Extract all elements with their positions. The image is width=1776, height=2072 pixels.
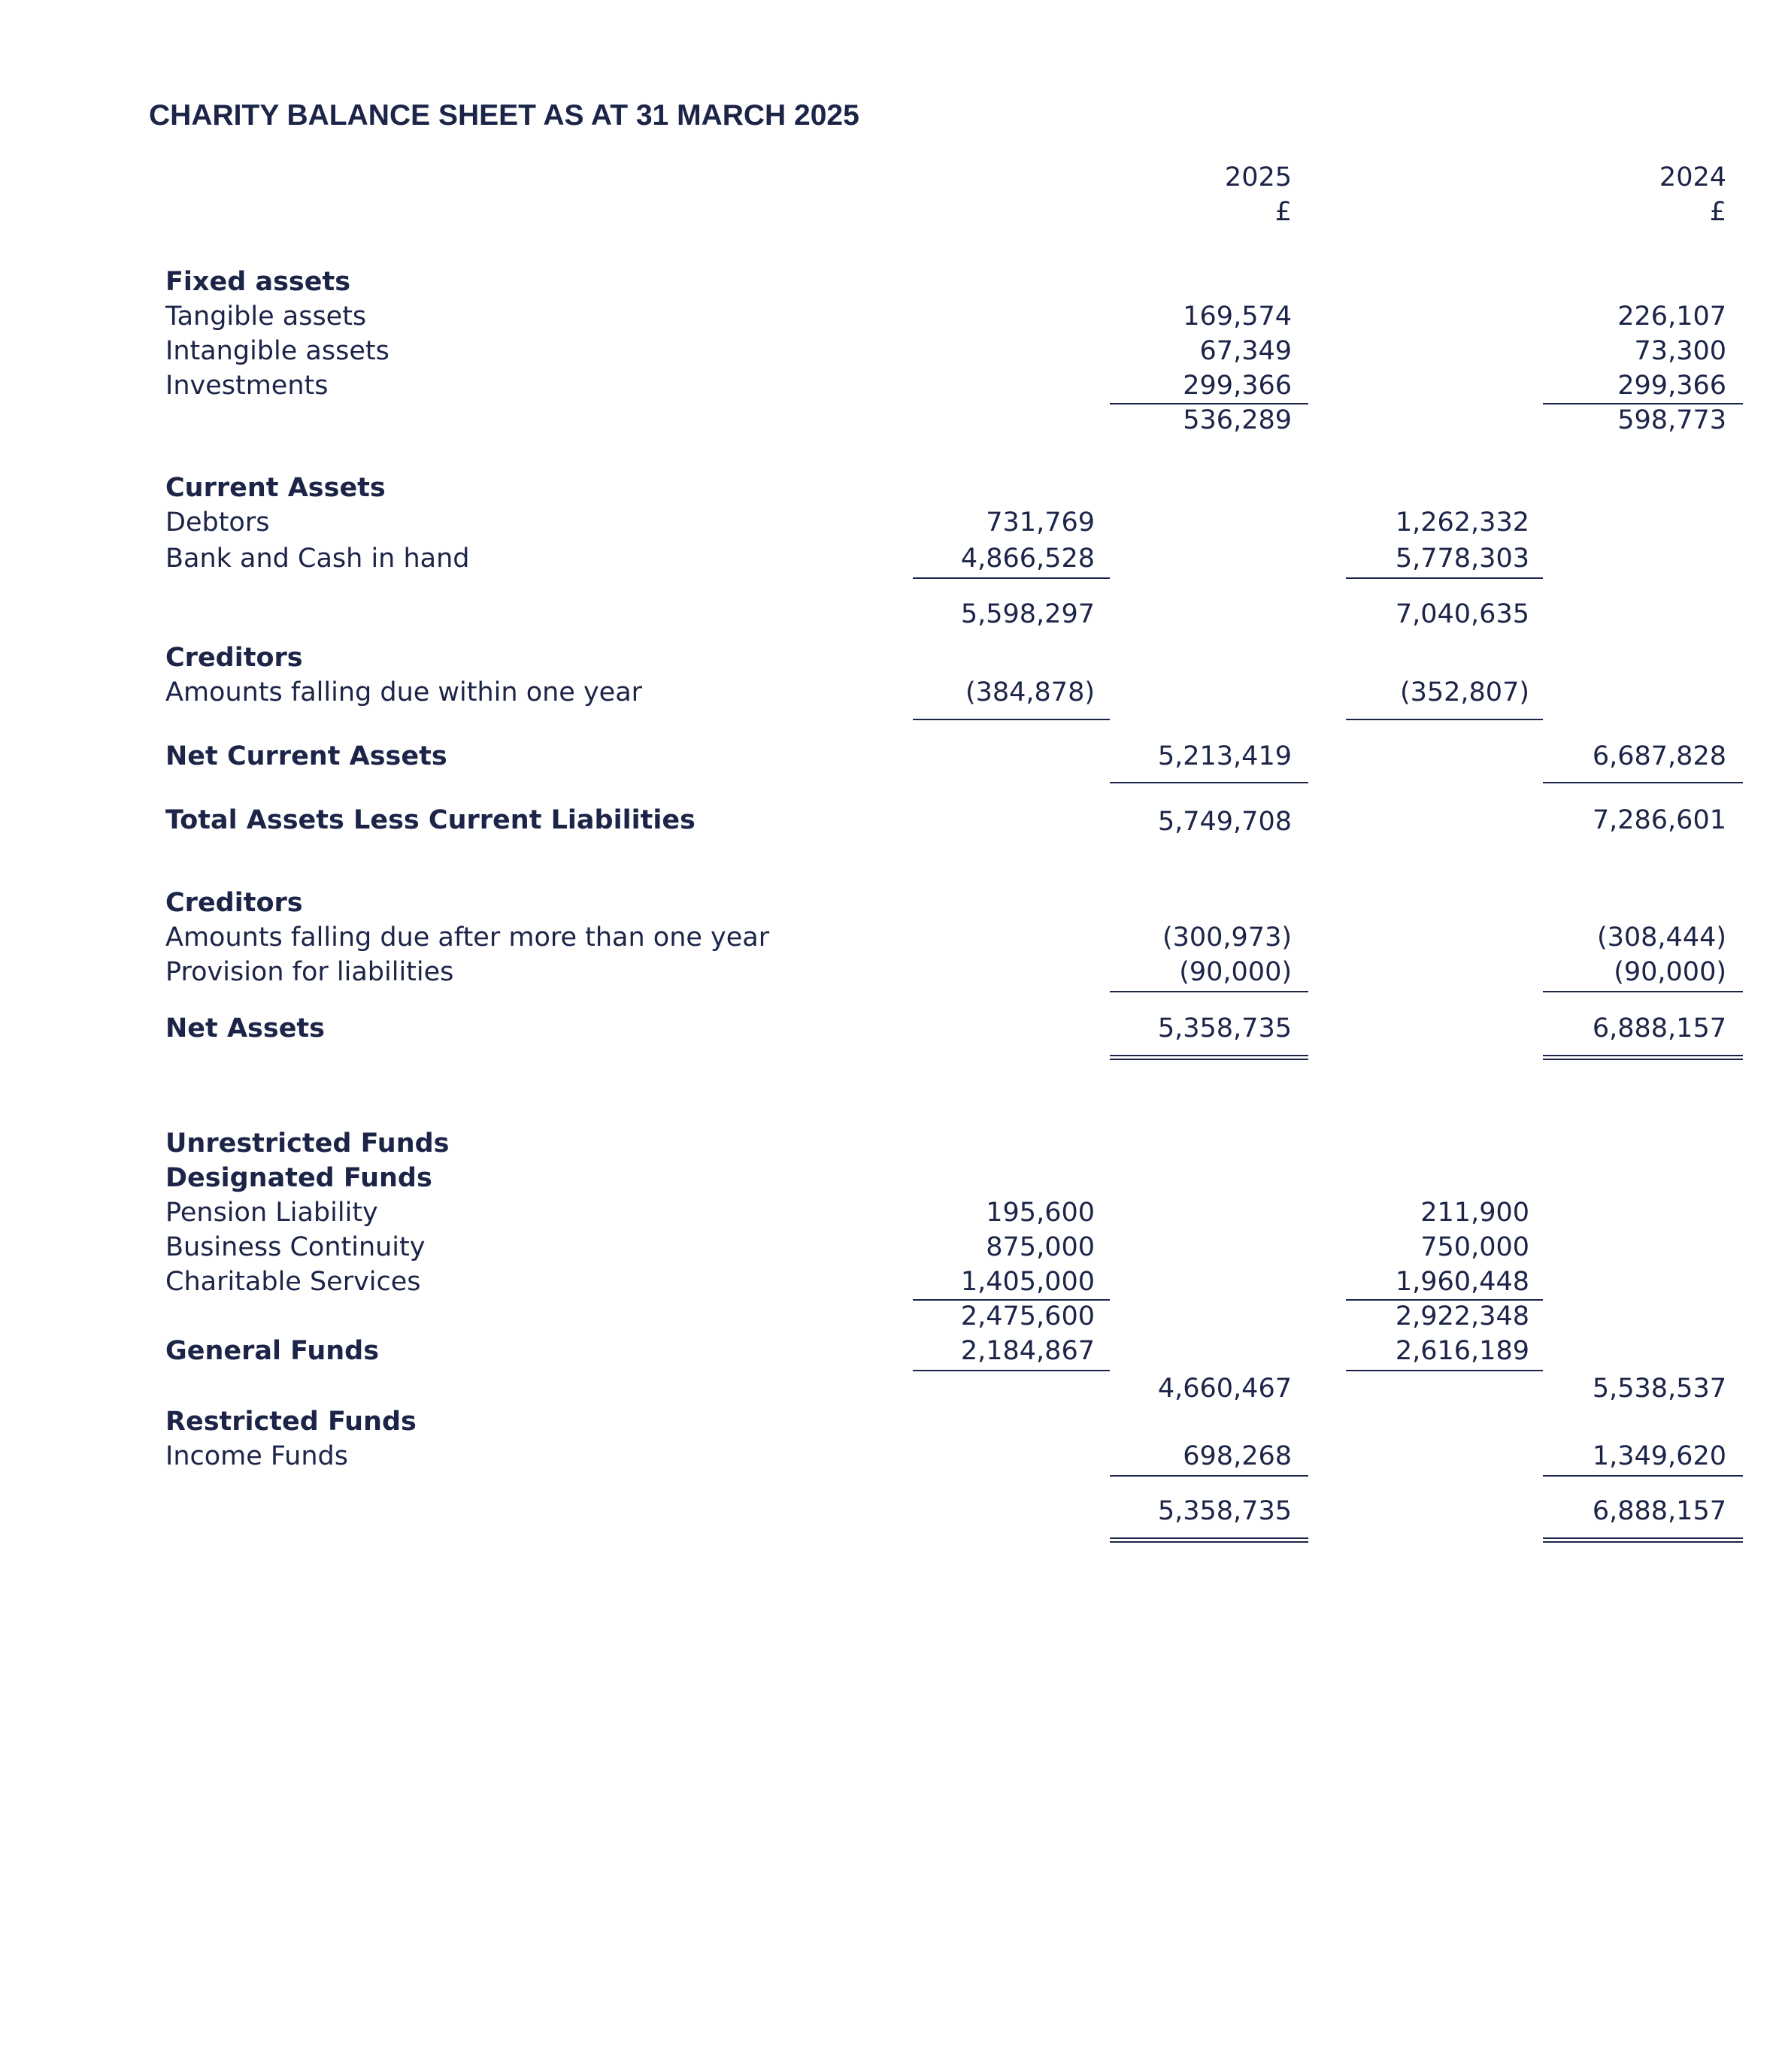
creditors-after-year-2025: (300,973) bbox=[1162, 922, 1292, 953]
provision-2024: (90,000) bbox=[1614, 957, 1726, 987]
investments-label: Investments bbox=[165, 371, 329, 401]
pension-liability-2025: 195,600 bbox=[986, 1198, 1095, 1228]
rule-line bbox=[1543, 991, 1743, 992]
net-assets-2024: 6,888,157 bbox=[1592, 1013, 1726, 1044]
bank-cash-2024: 5,778,303 bbox=[1395, 544, 1529, 574]
fixed-assets-total-2024: 598,773 bbox=[1617, 405, 1726, 435]
fixed-assets-total-2025: 536,289 bbox=[1183, 405, 1292, 435]
debtors-2024: 1,262,332 bbox=[1395, 507, 1529, 538]
rule-line bbox=[1346, 719, 1543, 720]
general-funds-2024: 2,616,189 bbox=[1395, 1336, 1529, 1366]
business-continuity-2024: 750,000 bbox=[1420, 1232, 1529, 1262]
total-assets-less-cl-2025: 5,749,708 bbox=[1157, 807, 1292, 837]
column-header-2024: 2024 bbox=[1659, 162, 1726, 192]
total-assets-less-cl-label: Total Assets Less Current Liabilities bbox=[165, 805, 696, 835]
creditors-within-year-label: Amounts falling due within one year bbox=[165, 677, 643, 707]
funds-total-2024: 6,888,157 bbox=[1592, 1496, 1726, 1526]
bank-cash-label: Bank and Cash in hand bbox=[165, 544, 470, 574]
designated-funds-heading: Designated Funds bbox=[165, 1163, 432, 1193]
creditors-heading: Creditors bbox=[165, 643, 303, 673]
business-continuity-label: Business Continuity bbox=[165, 1232, 426, 1262]
investments-2025: 299,366 bbox=[1183, 371, 1292, 401]
creditors-long-heading: Creditors bbox=[165, 888, 303, 918]
tangible-assets-2024: 226,107 bbox=[1617, 301, 1726, 332]
creditors-within-year-2024: (352,807) bbox=[1399, 677, 1529, 707]
business-continuity-2025: 875,000 bbox=[986, 1232, 1095, 1262]
income-funds-2025: 698,268 bbox=[1183, 1441, 1292, 1471]
designated-total-2024: 2,922,348 bbox=[1395, 1301, 1529, 1331]
rule-line bbox=[1543, 1475, 1743, 1477]
charitable-services-2024: 1,960,448 bbox=[1395, 1267, 1529, 1297]
rule-line bbox=[1110, 782, 1308, 783]
unrestricted-funds-heading: Unrestricted Funds bbox=[165, 1128, 450, 1159]
net-current-assets-label: Net Current Assets bbox=[165, 741, 447, 771]
general-funds-2025: 2,184,867 bbox=[960, 1336, 1095, 1366]
general-funds-label: General Funds bbox=[165, 1336, 380, 1366]
creditors-after-year-label: Amounts falling due after more than one year bbox=[165, 922, 770, 953]
rule-line bbox=[913, 719, 1110, 720]
current-assets-total-2024: 7,040,635 bbox=[1395, 599, 1529, 629]
designated-total-2025: 2,475,600 bbox=[960, 1301, 1095, 1331]
unrestricted-total-2025: 4,660,467 bbox=[1157, 1374, 1292, 1404]
unrestricted-total-2024: 5,538,537 bbox=[1592, 1374, 1726, 1404]
rule-line bbox=[913, 577, 1110, 579]
provision-label: Provision for liabilities bbox=[165, 957, 454, 987]
provision-2025: (90,000) bbox=[1179, 957, 1292, 987]
income-funds-label: Income Funds bbox=[165, 1441, 348, 1471]
column-header-2025: 2025 bbox=[1224, 162, 1292, 192]
intangible-assets-2024: 73,300 bbox=[1634, 336, 1726, 366]
debtors-label: Debtors bbox=[165, 507, 270, 538]
tangible-assets-2025: 169,574 bbox=[1183, 301, 1292, 332]
double-rule-line bbox=[1110, 1537, 1308, 1543]
rule-line bbox=[1110, 1475, 1308, 1477]
restricted-funds-heading: Restricted Funds bbox=[165, 1407, 417, 1437]
intangible-assets-label: Intangible assets bbox=[165, 336, 389, 366]
funds-total-2025: 5,358,735 bbox=[1157, 1496, 1292, 1526]
double-rule-line bbox=[1110, 1055, 1308, 1060]
net-current-assets-2024: 6,687,828 bbox=[1592, 741, 1726, 771]
rule-line bbox=[913, 1370, 1110, 1371]
debtors-2025: 731,769 bbox=[986, 507, 1095, 538]
double-rule-line bbox=[1543, 1055, 1743, 1060]
currency-symbol-2025: £ bbox=[1274, 197, 1292, 227]
page-title: CHARITY BALANCE SHEET AS AT 31 MARCH 2025 bbox=[149, 99, 859, 132]
rule-line bbox=[1543, 782, 1743, 783]
net-current-assets-2025: 5,213,419 bbox=[1157, 741, 1292, 771]
total-assets-less-cl-2024: 7,286,601 bbox=[1592, 805, 1726, 835]
rule-line bbox=[1346, 577, 1543, 579]
net-assets-2025: 5,358,735 bbox=[1157, 1013, 1292, 1044]
creditors-after-year-2024: (308,444) bbox=[1596, 922, 1726, 953]
rule-line bbox=[1346, 1370, 1543, 1371]
fixed-assets-heading: Fixed assets bbox=[165, 267, 351, 297]
investments-2024: 299,366 bbox=[1617, 371, 1726, 401]
net-assets-label: Net Assets bbox=[165, 1013, 325, 1044]
double-rule-line bbox=[1543, 1537, 1743, 1543]
current-assets-total-2025: 5,598,297 bbox=[960, 599, 1095, 629]
bank-cash-2025: 4,866,528 bbox=[960, 544, 1095, 574]
charitable-services-label: Charitable Services bbox=[165, 1267, 421, 1297]
creditors-within-year-2025: (384,878) bbox=[965, 677, 1095, 707]
charitable-services-2025: 1,405,000 bbox=[960, 1267, 1095, 1297]
pension-liability-label: Pension Liability bbox=[165, 1198, 378, 1228]
tangible-assets-label: Tangible assets bbox=[165, 301, 367, 332]
pension-liability-2024: 211,900 bbox=[1420, 1198, 1529, 1228]
current-assets-heading: Current Assets bbox=[165, 473, 386, 503]
intangible-assets-2025: 67,349 bbox=[1199, 336, 1292, 366]
rule-line bbox=[1110, 991, 1308, 992]
income-funds-2024: 1,349,620 bbox=[1592, 1441, 1726, 1471]
currency-symbol-2024: £ bbox=[1709, 197, 1726, 227]
